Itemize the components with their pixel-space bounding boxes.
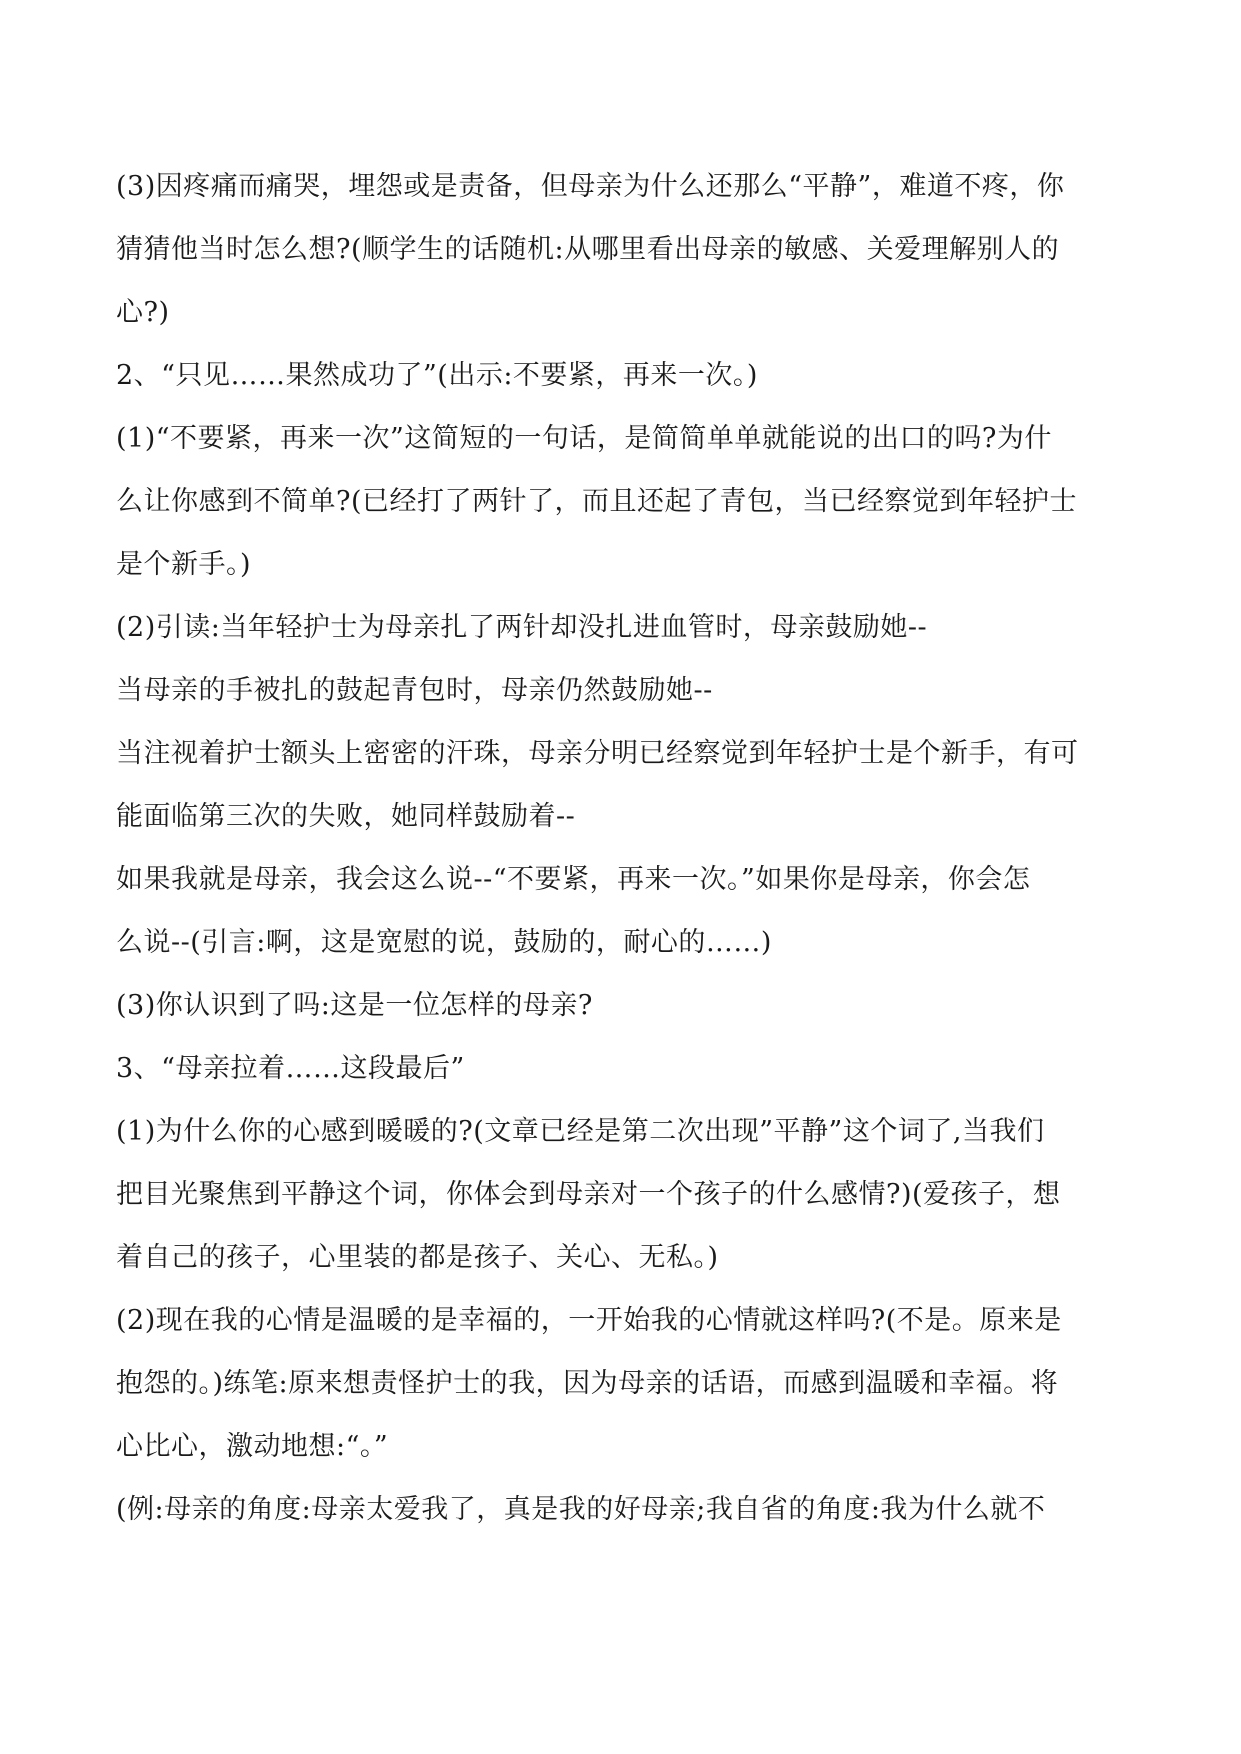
text-line: (2)引读:当年轻护士为母亲扎了两针却没扎进血管时，母亲鼓励她-- [116,612,928,643]
text-line: 猜猜他当时怎么想?(顺学生的话随机:从哪里看出母亲的敏感、关爱理解别人的 [116,234,1060,265]
text-line: 么说--(引言:啊，这是宽慰的说，鼓励的，耐心的……) [116,927,772,958]
text-line: 抱怨的。)练笔:原来想责怪护士的我，因为母亲的话语，而感到温暖和幸福。将 [116,1368,1059,1399]
text-line: (2)现在我的心情是温暖的是幸福的，一开始我的心情就这样吗?(不是。原来是 [116,1305,1062,1336]
text-line: 心比心，激动地想:“。” [116,1431,389,1462]
text-line: 2、“只见……果然成功了”(出示:不要紧，再来一次。) [116,360,758,391]
text-line: 当母亲的手被扎的鼓起青包时，母亲仍然鼓励她-- [116,675,713,706]
text-line: 是个新手。) [116,549,252,580]
text-line: 如果我就是母亲，我会这么说--“不要紧，再来一次。”如果你是母亲，你会怎 [116,864,1031,895]
text-line: (3)因疼痛而痛哭，埋怨或是责备，但母亲为什么还那么“平静”，难道不疼，你 [116,171,1065,202]
text-line: 心?) [116,297,170,328]
text-line: 么让你感到不简单?(已经打了两针了，而且还起了青包，当已经察觉到年轻护士 [116,486,1078,517]
text-line: 着自己的孩子，心里装的都是孩子、关心、无私。) [116,1242,719,1273]
text-line: (1)为什么你的心感到暖暖的?(文章已经是第二次出现”平静”这个词了,当我们 [116,1116,1045,1147]
document-body [116,155,1131,1541]
text-line: (3)你认识到了吗:这是一位怎样的母亲? [116,990,593,1021]
text-line: 把目光聚焦到平静这个词，你体会到母亲对一个孩子的什么感情?)(爱孩子，想 [116,1179,1061,1210]
text-line: 当注视着护士额头上密密的汗珠，母亲分明已经察觉到年轻护士是个新手，有可 [116,738,1079,769]
text-line: (1)“不要紧，再来一次”这简短的一句话，是简简单单就能说的出口的吗?为什 [116,423,1052,454]
text-line: 能面临第三次的失败，她同样鼓励着-- [116,801,576,832]
text-line: 3、“母亲拉着……这段最后” [116,1053,465,1084]
text-line: (例:母亲的角度:母亲太爱我了，真是我的好母亲;我自省的角度:我为什么就不 [116,1494,1046,1525]
